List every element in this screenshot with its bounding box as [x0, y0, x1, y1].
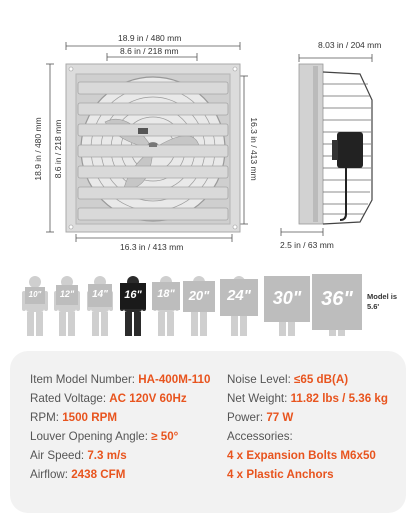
spec-value: ≤65 dB(A) [294, 373, 349, 386]
spec-label: Louver Opening Angle: [30, 430, 152, 443]
accessory-plastic-anchors: 4 x Plastic Anchors [227, 468, 334, 481]
spec-value: 1500 RPM [62, 411, 117, 424]
spec-louver-angle [30, 430, 178, 443]
spec-rated-voltage [30, 392, 187, 405]
spec-value: 2438 CFM [71, 468, 126, 481]
person-10 [22, 276, 48, 336]
spec-label: Accessories: [227, 430, 293, 443]
front-width-label: 18.9 in / 480 mm [118, 33, 182, 43]
size-label-18: 18" [157, 288, 175, 300]
accessory-expansion-bolts: 4 x Expansion Bolts M6x50 [227, 449, 376, 462]
front-opening-height-label: 16.3 in / 413 mm [249, 117, 259, 181]
spec-value: ≥ 50° [151, 430, 179, 443]
size-label-30: 30" [272, 288, 302, 308]
spec-power [227, 411, 293, 424]
spec-air-speed [30, 449, 127, 462]
spec-label: Net Weight: [227, 392, 291, 405]
spec-value: 7.3 m/s [87, 449, 127, 462]
spec-label: Noise Level: [227, 373, 295, 386]
spec-net-weight [227, 392, 388, 405]
spec-value: 77 W [266, 411, 294, 424]
front-inner-width-label: 8.6 in / 218 mm [120, 46, 179, 56]
model-note-line1: Model is [367, 292, 398, 301]
spec-label: Air Speed: [30, 449, 88, 462]
spec-value: 11.82 lbs / 5.36 kg [290, 392, 388, 405]
size-label-20: 20" [188, 288, 210, 303]
spec-value: AC 120V 60Hz [109, 392, 187, 405]
spec-rpm [30, 411, 117, 424]
spec-model-number [30, 373, 210, 386]
spec-value: HA-400M-110 [138, 373, 211, 386]
size-label-14: 14" [92, 289, 108, 300]
front-opening-width-label: 16.3 in / 413 mm [120, 242, 184, 252]
spec-label: Airflow: [30, 468, 72, 481]
size-label-12: 12" [59, 289, 75, 299]
size-label-16: 16" [124, 289, 142, 301]
spec-label: Item Model Number: [30, 373, 139, 386]
spec-label: Rated Voltage: [30, 392, 110, 405]
spec-airflow [30, 468, 125, 481]
size-label-24: 24" [227, 287, 251, 304]
model-note-line2: 5.6' [367, 302, 380, 311]
front-height-label: 18.9 in / 480 mm [33, 117, 43, 181]
spec-accessories [227, 430, 293, 443]
spec-label: RPM: [30, 411, 63, 424]
size-label-36: 36" [321, 288, 353, 310]
side-depth-label: 8.03 in / 204 mm [318, 40, 382, 50]
front-inner-height-label: 8.6 in / 218 mm [53, 119, 63, 179]
size-label-10: 10" [28, 290, 42, 299]
spec-noise-level [227, 373, 348, 386]
side-base-label: 2.5 in / 63 mm [280, 240, 334, 250]
spec-label: Power: [227, 411, 267, 424]
model-height-note [367, 292, 397, 312]
